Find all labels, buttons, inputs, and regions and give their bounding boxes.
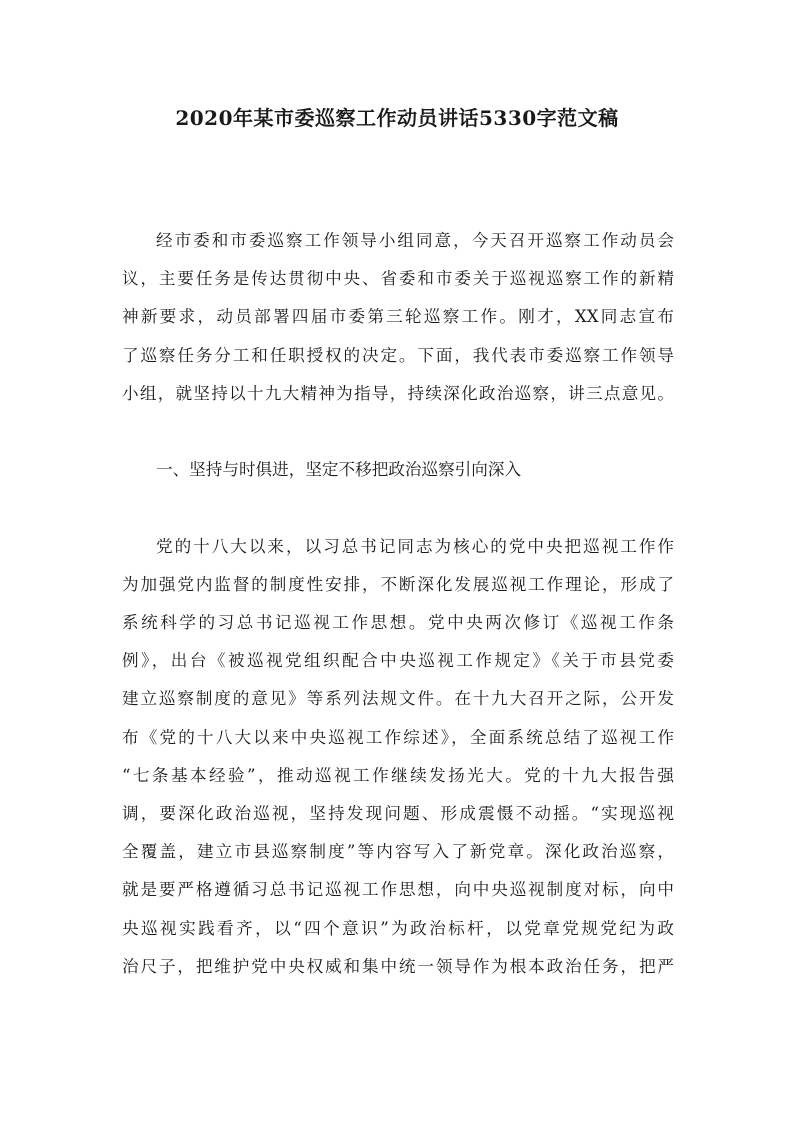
document-body — [122, 222, 674, 986]
paragraph-3-line-5: 建立巡察制度的意见》等系列法规文件。在十九大召开之际，公开发 — [122, 689, 674, 709]
paragraph-3-line-3: 系统科学的习总书记巡视工作思想。党中央两次修订《巡视工作条 — [122, 613, 674, 632]
paragraph-1-line-1: 经市委和市委巡察工作领导小组同意，今天召开巡察工作动员会 — [156, 231, 674, 250]
paragraph-3-line-7: “七条基本经验”，推动巡视工作继续发扬光大。党的十九大报告强 — [122, 765, 674, 785]
document-title: 2020年某市委巡察工作动员讲话5330字范文稿 — [175, 106, 619, 130]
paragraph-3-line-8: 调，要深化政治巡视，坚持发现问题、形成震慑不动摇。“实现巡视 — [122, 804, 674, 824]
paragraph-3-line-11: 央巡视实践看齐，以“四个意识”为政治标杆，以党章党规党纪为政 — [122, 918, 674, 938]
paragraph-3-line-2: 为加强党内监督的制度性安排，不断深化发展巡视工作理论，形成了 — [122, 574, 674, 594]
paragraph-1-line-5: 小组，就坚持以十九大精神为指导，持续深化政治巡察，讲三点意见。 — [122, 383, 674, 403]
section-heading-1: 一、坚持与时俱进，坚定不移把政治巡察引向深入 — [156, 460, 522, 480]
paragraph-1-line-4: 了巡察任务分工和任职授权的决定。下面，我代表市委巡察工作领导 — [122, 345, 674, 365]
paragraph-1-line-3: 神新要求，动员部署四届市委第三轮巡察工作。刚才，XX同志宣布 — [122, 307, 674, 327]
paragraph-spacer — [122, 413, 674, 451]
paragraph-3-line-9: 全覆盖，建立市县巡察制度”等内容写入了新党章。深化政治巡察， — [122, 842, 674, 862]
paragraph-1-line-2: 议，主要任务是传达贯彻中央、省委和市委关于巡视巡察工作的新精 — [122, 269, 674, 289]
paragraph-3-line-12: 治尺子，把维护党中央权威和集中统一领导作为根本政治任务，把严 — [122, 956, 674, 976]
paragraph-3-line-10: 就是要严格遵循习总书记巡视工作思想，向中央巡视制度对标，向中 — [122, 880, 674, 900]
paragraph-3-line-1: 党的十八大以来，以习总书记同志为核心的党中央把巡视工作作 — [156, 536, 674, 556]
paragraph-spacer — [122, 489, 674, 527]
paragraph-3-line-4: 例》，出台《被巡视党组织配合中央巡视工作规定》《关于市县党委 — [122, 651, 674, 671]
paragraph-3-line-6: 布《党的十八大以来中央巡视工作综述》，全面系统总结了巡视工作 — [122, 727, 674, 747]
